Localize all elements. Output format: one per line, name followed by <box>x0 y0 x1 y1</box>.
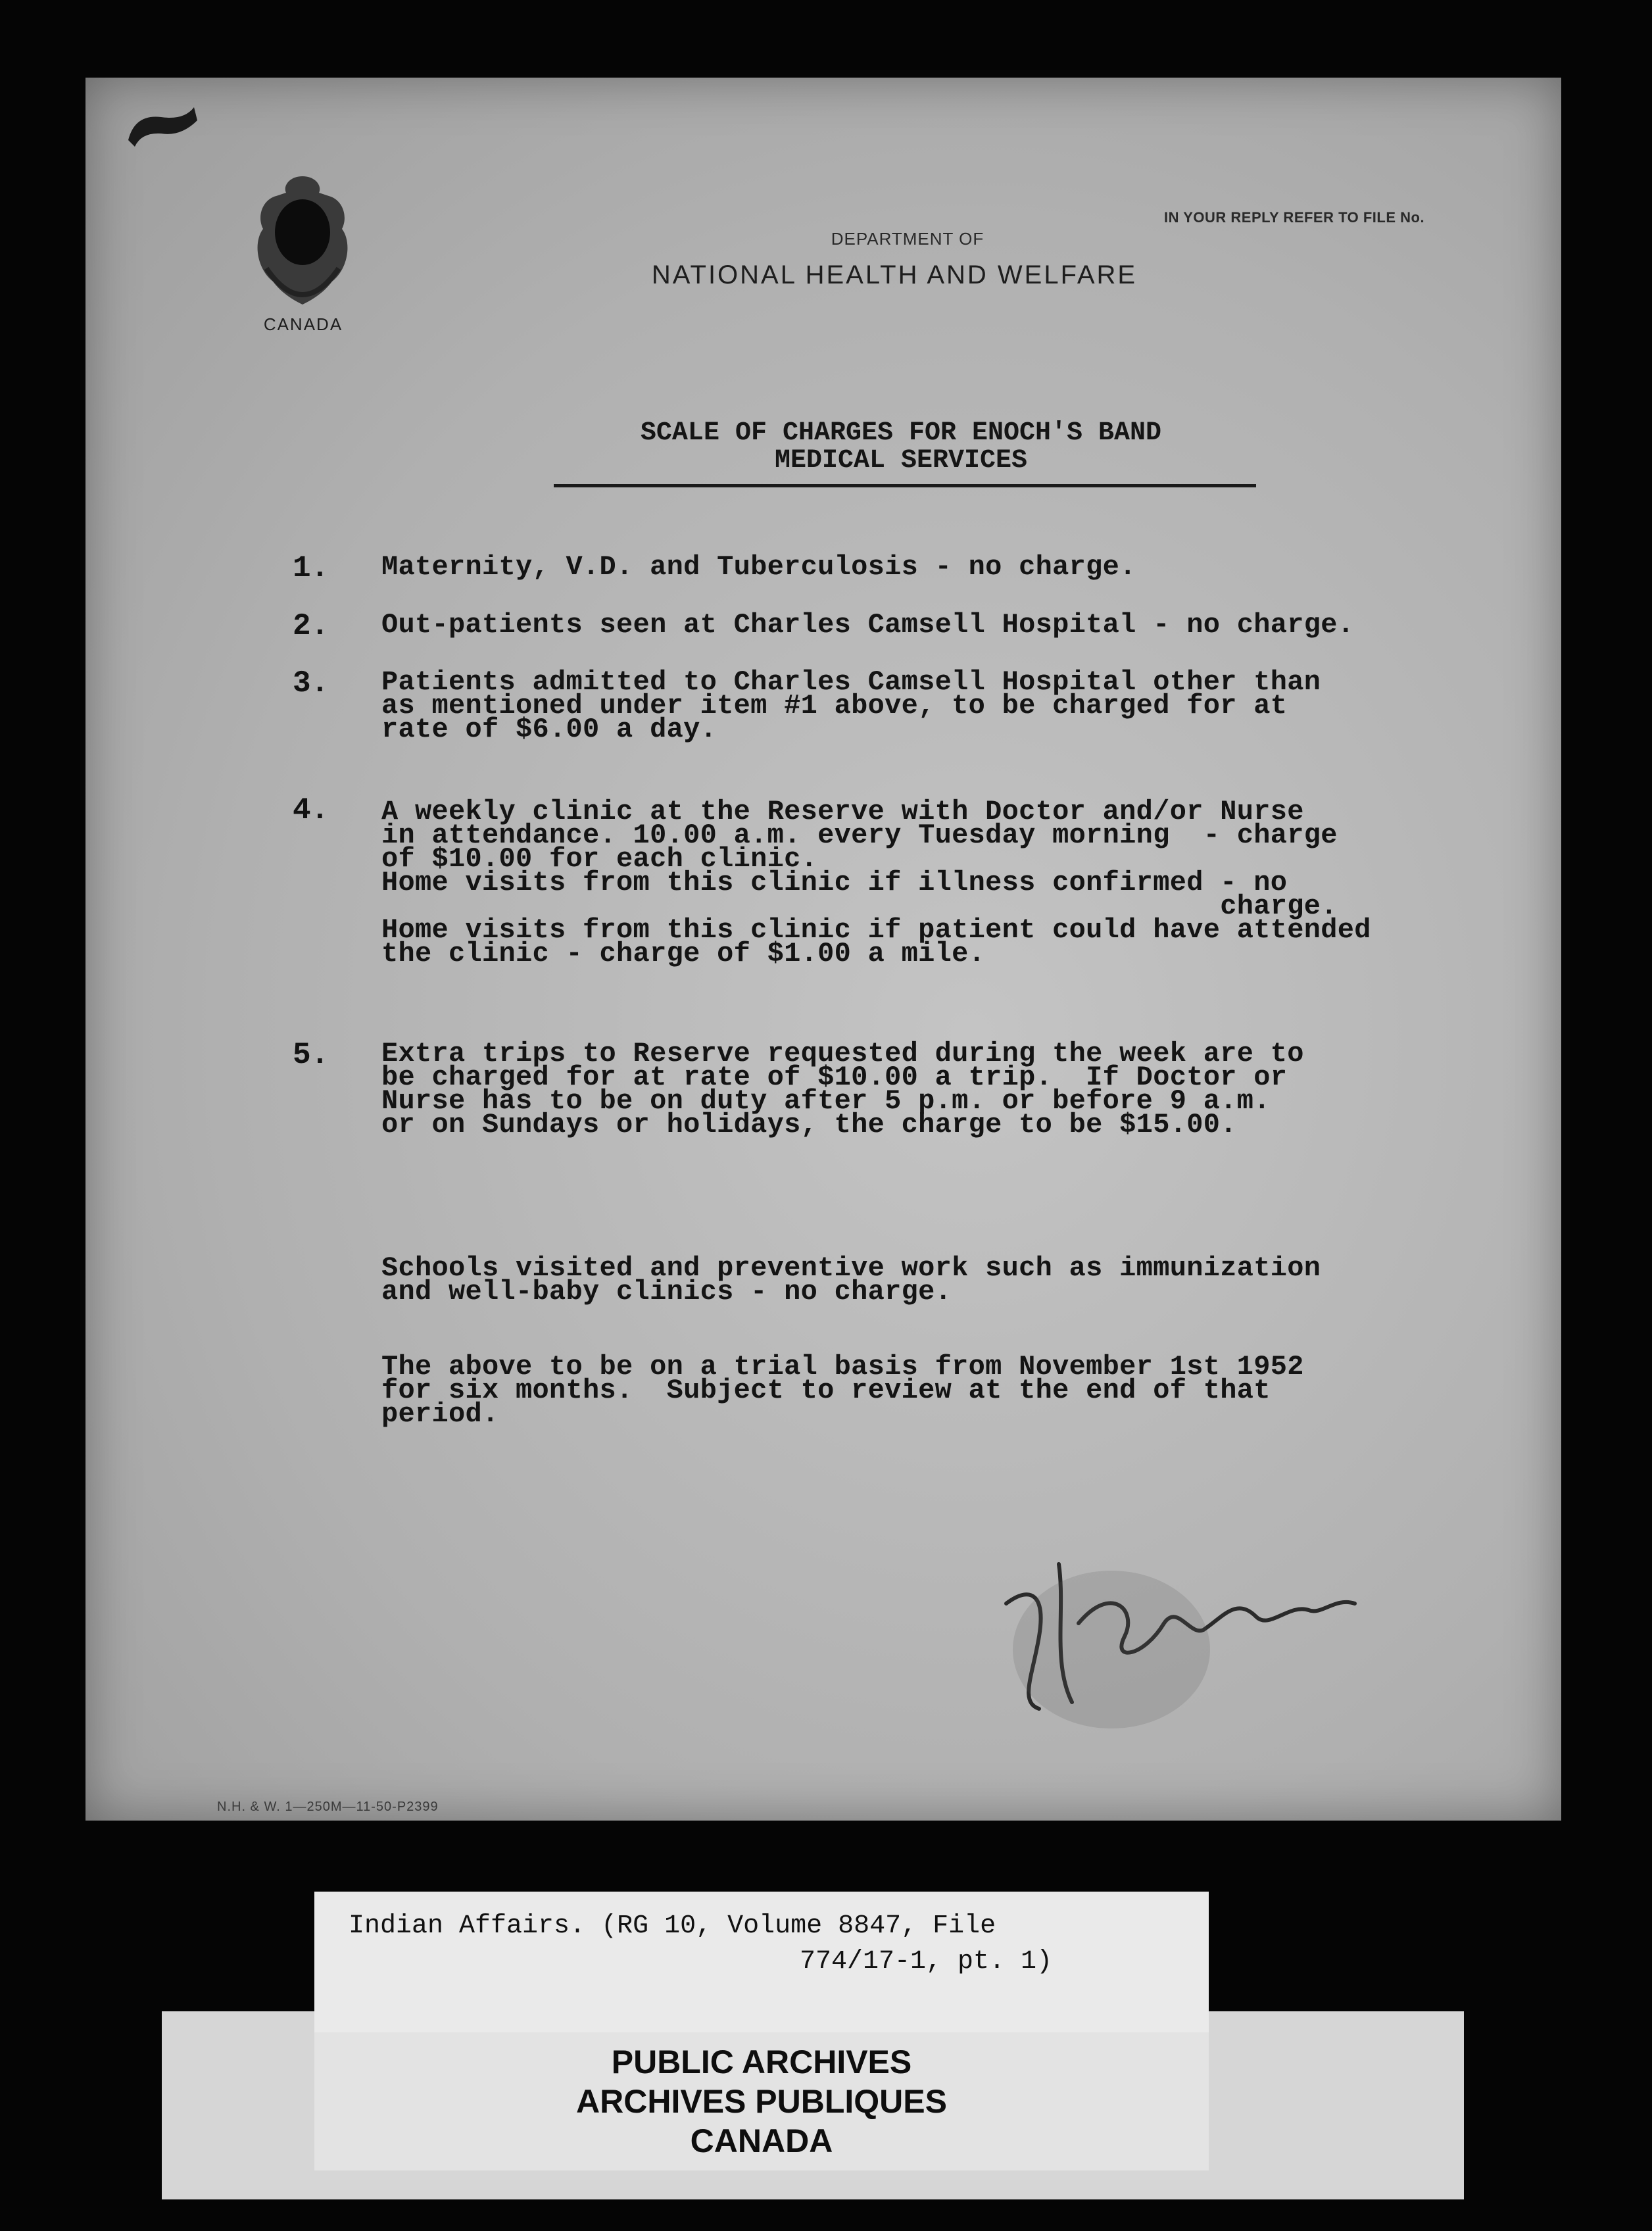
item-number: 2. <box>293 609 329 643</box>
title-line-2: MEDICAL SERVICES <box>774 446 1028 476</box>
item-number: 4. <box>293 793 329 827</box>
handwritten-signature <box>980 1505 1440 1742</box>
country-label: CANADA <box>263 314 343 334</box>
department-label: DEPARTMENT OF <box>831 229 984 249</box>
title-line-1: SCALE OF CHARGES FOR ENOCH'S BAND <box>640 418 1162 448</box>
archive-stamp <box>314 2032 1209 2170</box>
archive-reference-card <box>314 1892 1209 2036</box>
archive-stamp-line-3: CANADA <box>690 2122 833 2159</box>
canada-coat-of-arms-icon <box>237 170 368 321</box>
item-number: 3. <box>293 666 329 700</box>
title-underline <box>554 484 1256 487</box>
item-text: Maternity, V.D. and Tuberculosis - no charge. <box>381 551 1136 583</box>
note-text: The above to be on a trial basis from November 1st 1952 for six months. Subject to review at the end of that period. <box>381 1351 1304 1430</box>
document-title <box>546 420 1256 475</box>
archive-stamp-line-1: PUBLIC ARCHIVES <box>611 2044 912 2080</box>
item-number: 5. <box>293 1038 329 1072</box>
archive-reference-line-2: 774/17-1, pt. 1) <box>800 1947 1053 1976</box>
item-number: 1. <box>293 551 329 585</box>
paper-clip-mark <box>122 101 201 153</box>
archive-stamp-line-2: ARCHIVES PUBLIQUES <box>576 2083 947 2120</box>
archive-reference-line-1: Indian Affairs. (RG 10, Volume 8847, File <box>349 1911 996 1941</box>
item-text: Out-patients seen at Charles Camsell Hospital - no charge. <box>381 609 1355 641</box>
file-reference: IN YOUR REPLY REFER TO FILE No. <box>1164 209 1425 226</box>
form-code: N.H. & W. 1—250M—11-50-P2399 <box>217 1800 439 1814</box>
item-text: Extra trips to Reserve requested during the week are to be charged for at rate of $10.00 a trip. If Doctor or Nurse has to be on duty after 5 p.m. or before 9 a.m. or on Sundays or holidays, the charge to be $15.00. <box>381 1038 1304 1140</box>
note-text: Schools visited and preventive work such as immunization and well-baby clinics - no charge. <box>381 1252 1321 1308</box>
document-sheet <box>85 78 1561 1821</box>
department-name: NATIONAL HEALTH AND WELFARE <box>651 260 1138 289</box>
item-text: Patients admitted to Charles Camsell Hospital other than as mentioned under item #1 above, to be charged for at rate of $6.00 a day. <box>381 666 1321 745</box>
item-text: A weekly clinic at the Reserve with Doctor and/or Nurse in attendance. 10.00 a.m. every Tuesday morning - charge of $10.00 for each clinic. Home visits from this clinic if illness confirmed - no charge. Home visits from this clinic if patient could have attended the clinic - charge of $1.00 a mile. <box>381 796 1371 969</box>
